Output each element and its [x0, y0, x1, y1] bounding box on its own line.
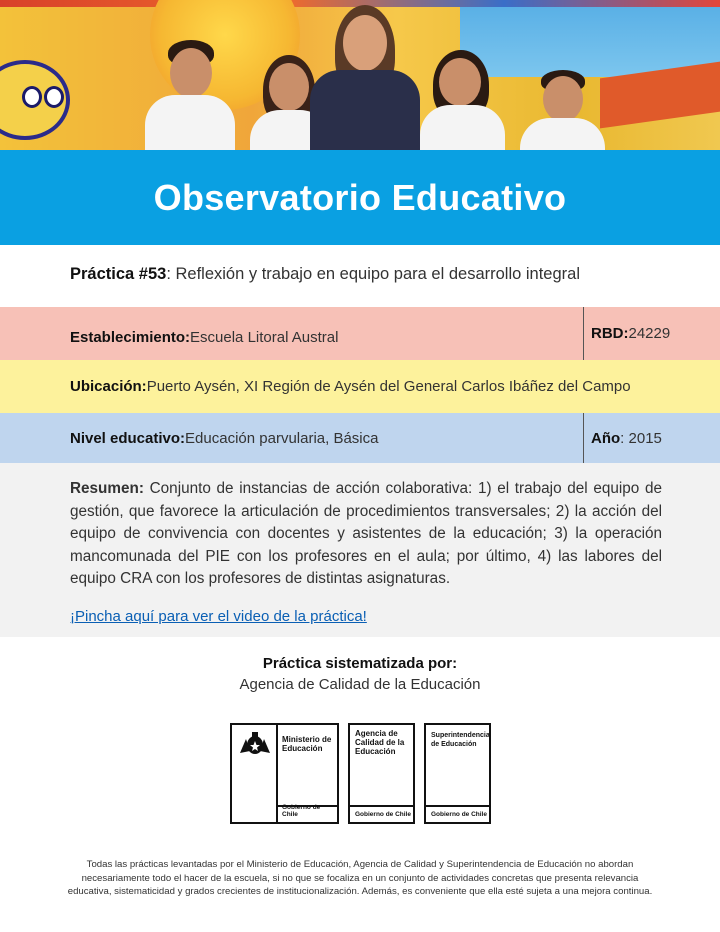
- student-figure: [140, 40, 240, 150]
- practice-title: : Reflexión y trabajo en equipo para el desarrollo integral: [166, 265, 580, 283]
- superintendencia-logo: [424, 723, 491, 824]
- bee-eye: [44, 86, 64, 108]
- establishment-value: Escuela Litoral Austral: [190, 329, 339, 346]
- establishment-row: [0, 307, 720, 360]
- level-row: [0, 413, 720, 463]
- year-value: : 2015: [620, 429, 662, 447]
- practice-label: Práctica #53: [70, 265, 167, 283]
- gobierno-label: Gobierno de Chile: [431, 811, 487, 818]
- rbd-label: RBD:: [591, 325, 629, 342]
- coat-of-arms-icon: [238, 731, 272, 757]
- column-divider: [583, 413, 584, 463]
- level-label: Nivel educativo:: [70, 429, 186, 447]
- year-label: Año: [591, 429, 621, 447]
- summary-label: Resumen:: [70, 480, 144, 497]
- credit-org: Agencia de Calidad de la Educación: [239, 676, 481, 693]
- title-band: [0, 150, 720, 245]
- credit-block: [0, 655, 720, 693]
- location-row: [0, 360, 720, 413]
- level-cell: [70, 413, 379, 463]
- mineduc-logo: [230, 723, 339, 824]
- column-divider: [583, 307, 584, 360]
- disclaimer-footnote: Todas las prácticas levantadas por el Ministerio de Educación, Agencia de Calidad y Superintendencia de Educación no abordan necesariamente todo el hacer de la escuela, si no que se focaliza en un conjunto de actividades concretas que presenta relevancia educativa, sistematicidad y grados crecientes de institucionalización. Además, es conveniente que ella esté sujeta a una mejora continua.: [67, 859, 653, 897]
- location-label: Ubicación:: [70, 378, 147, 395]
- practice-row: [0, 245, 720, 307]
- student-figure: [515, 70, 610, 150]
- year-cell: [591, 413, 662, 463]
- video-link[interactable]: ¡Pincha aquí para ver el video de la práctica!: [70, 607, 367, 625]
- location-value: Puerto Aysén, XI Región de Aysén del General Carlos Ibáñez del Campo: [146, 378, 631, 395]
- establishment-label: Establecimiento:: [70, 329, 191, 346]
- establishment-cell: [70, 307, 338, 360]
- superintendencia-label: Superintendencia de Educación: [431, 732, 490, 748]
- summary-section: [0, 463, 720, 637]
- gobierno-label: Gobierno de Chile: [282, 804, 321, 818]
- location-cell: [70, 360, 631, 413]
- rbd-cell: [591, 307, 670, 360]
- hero-photo: [0, 0, 720, 150]
- mural-bee: [0, 60, 70, 140]
- summary-text: Conjunto de instancias de acción colaborativa: 1) el trabajo del equipo de gestión, que favorece la articulación de procedimientos transversales; 2) la acción del equipo de convivencia con docentes y asistentes de la educación; 3) la operación mancomunada del PIE con los profesores en el aula; por último, 4) las labores del equipo CRA con los profesores de distintas asignaturas.: [70, 480, 662, 587]
- rbd-value: 24229: [628, 325, 671, 342]
- summary-paragraph: [70, 478, 662, 591]
- level-value: Educación parvularia, Básica: [185, 429, 379, 447]
- page-title: Observatorio Educativo: [153, 176, 567, 218]
- bee-eye: [22, 86, 42, 108]
- agencia-logo: [348, 723, 415, 824]
- agencia-label: Agencia de Calidad de la Educación: [355, 729, 405, 756]
- student-figure: [415, 50, 510, 150]
- gobierno-label: Gobierno de Chile: [355, 811, 411, 818]
- teacher-figure: [305, 5, 425, 150]
- credit-heading: Práctica sistematizada por:: [262, 655, 458, 672]
- mineduc-label: Ministerio de Educación: [282, 735, 332, 753]
